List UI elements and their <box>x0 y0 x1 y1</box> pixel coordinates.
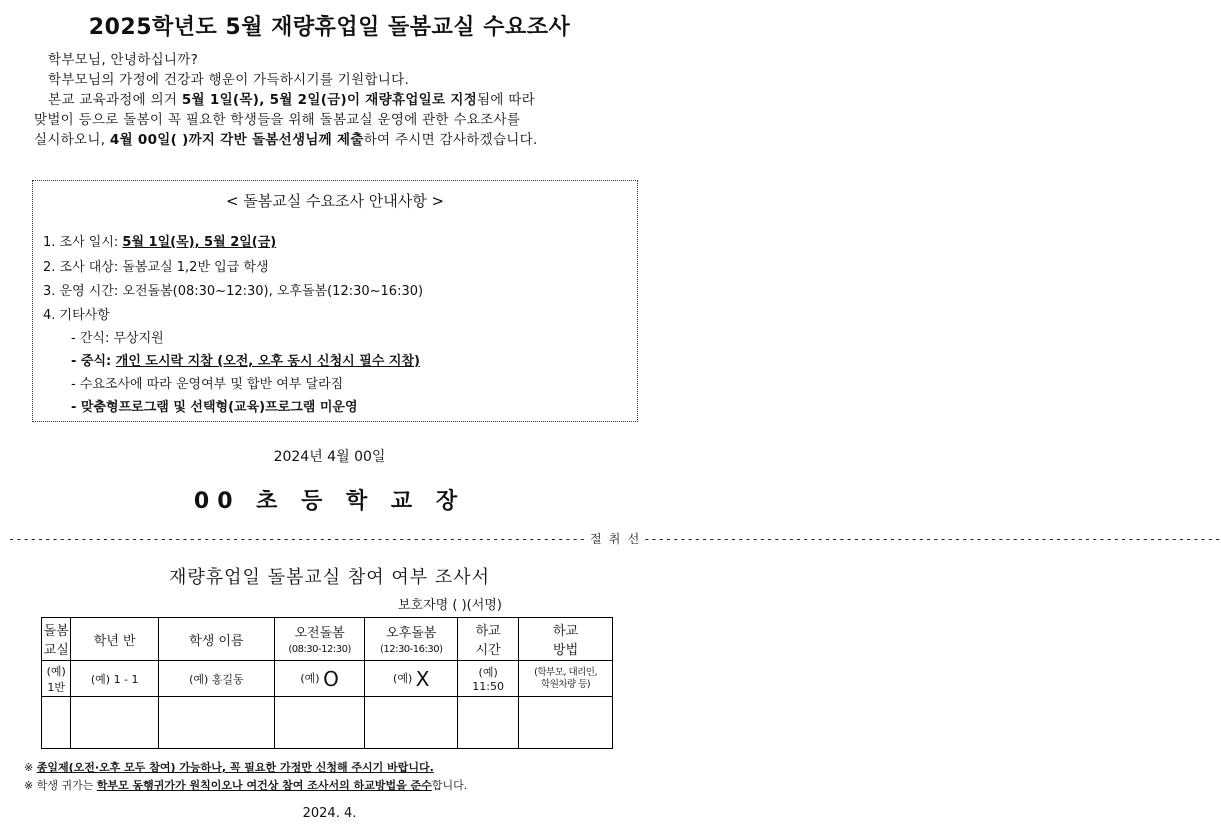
intro-paragraph <box>34 50 626 150</box>
header-dismiss-time: 하교 시간 <box>458 618 519 661</box>
cut-dashes-left: -------------------------------------------------------------------------------- <box>8 531 586 546</box>
notice-sub-lunch-label: - 중식: <box>71 354 116 369</box>
example-am: (예) O <box>274 661 365 697</box>
notice-sub-snack: - 간식: 무상지원 <box>71 331 164 346</box>
cut-label: 절 취 선 <box>589 532 640 546</box>
notice-item-hours: 3. 운영 시간: 오전돌봄(08:30~12:30), 오후돌봄(12:30~16:30) <box>43 284 424 299</box>
notice-item-date <box>43 231 276 250</box>
entry-class[interactable] <box>71 697 158 749</box>
intro-wish: 학부모님의 가정에 건강과 행운이 가득하시기를 기원합니다. <box>48 72 410 88</box>
intro-deadline-c: 하여 주시면 감사하겠습니다. <box>363 132 538 148</box>
notice-sub-lunch <box>71 350 420 369</box>
example-pm: (예) X <box>365 661 458 697</box>
example-name: (예) 홍길동 <box>158 661 274 697</box>
example-class: (예) 1 - 1 <box>71 661 158 697</box>
example-pm-mark: X <box>415 666 430 691</box>
issue-date: 2024년 4월 00일 <box>273 449 386 465</box>
intro-reason-a: 본교 교육과정에 의거 <box>48 92 182 108</box>
footer-date: 2024. 4. <box>302 806 357 821</box>
entry-pm[interactable] <box>365 697 458 749</box>
intro-reason-c: 됨에 따라 <box>477 92 536 108</box>
header-am-care: 오전돌봄 (08:30-12:30) <box>274 618 365 661</box>
header-name: 학생 이름 <box>158 618 274 661</box>
example-method: (학부모, 대리인, 학원차량 등) <box>519 661 613 697</box>
notice-item-date-label: 1. 조사 일시: <box>43 235 123 250</box>
intro-deadline-date: 4월 00일( )까지 각반 돌봄선생님께 제출 <box>109 132 364 148</box>
cut-dashes-right: -------------------------------------------------------------------------------- <box>643 531 1221 546</box>
intro-reason <box>34 90 626 110</box>
notice-sub-lunch-value: 개인 도시락 지참 (오전, 오후 동시 신청시 필수 지참) <box>115 354 420 369</box>
example-room: (예) 1반 <box>42 661 71 697</box>
table-example-row <box>42 661 613 697</box>
notice-item-date-value: 5월 1일(목), 5월 2일(금) <box>122 235 277 250</box>
entry-am[interactable] <box>274 697 365 749</box>
header-dismiss-method: 하교 방법 <box>519 618 613 661</box>
intro-deadline-a: 실시하오니, <box>34 132 110 148</box>
entry-method[interactable] <box>519 697 613 749</box>
cut-line <box>8 530 1221 547</box>
header-pm-care: 오후돌봄 (12:30-16:30) <box>365 618 458 661</box>
intro-deadline <box>34 130 626 150</box>
notice-sub-merge: - 수요조사에 따라 운영여부 및 합반 여부 달라짐 <box>71 377 344 392</box>
survey-table <box>41 617 613 749</box>
school-principal: 00 초 등 학 교 장 <box>193 489 466 514</box>
example-am-mark: O <box>323 666 339 691</box>
notice-item-etc: 4. 기타사항 <box>43 308 110 323</box>
intro-greeting: 학부모님, 안녕하십니까? <box>48 52 199 68</box>
entry-room[interactable] <box>42 697 71 749</box>
entry-name[interactable] <box>158 697 274 749</box>
table-entry-row[interactable] <box>42 697 613 749</box>
form-title: 재량휴업일 돌봄교실 참여 여부 조사서 <box>168 567 491 588</box>
intro-reason-dates: 5월 1일(목), 5월 2일(금)이 재량휴업일로 지정 <box>181 92 478 108</box>
notice-item-target: 2. 조사 대상: 돌봄교실 1,2반 입급 학생 <box>43 260 269 275</box>
document-title: 2025학년도 5월 재량휴업일 돌봄교실 수요조사 <box>88 15 571 40</box>
notice-sub-program: - 맞춤형프로그램 및 선택형(교육)프로그램 미운영 <box>71 400 358 415</box>
header-room: 돌봄 교실 <box>42 618 71 661</box>
notice-box <box>32 180 638 422</box>
note-dismissal: ※ 학생 귀가는 학부모 동행귀가가 원칙이오나 여건상 참여 조사서의 하교방법을 준수합니다. <box>24 779 468 792</box>
guardian-signature[interactable]: 보호자명 ( )(서명) <box>398 598 502 613</box>
intro-purpose: 맞벌이 등으로 돌봄이 꼭 필요한 학생들을 위해 돌봄교실 운영에 관한 수요조사를 <box>34 112 521 128</box>
example-time: (예) 11:50 <box>458 661 519 697</box>
note-fullday: ※ 종일제(오전·오후 모두 참여) 가능하나, 꼭 필요한 가정만 신청해 주시기 바랍니다. <box>24 761 434 774</box>
entry-time[interactable] <box>458 697 519 749</box>
header-class: 학년 반 <box>71 618 158 661</box>
notice-title: < 돌봄교실 수요조사 안내사항 > <box>225 192 445 210</box>
table-header-row <box>42 618 613 661</box>
